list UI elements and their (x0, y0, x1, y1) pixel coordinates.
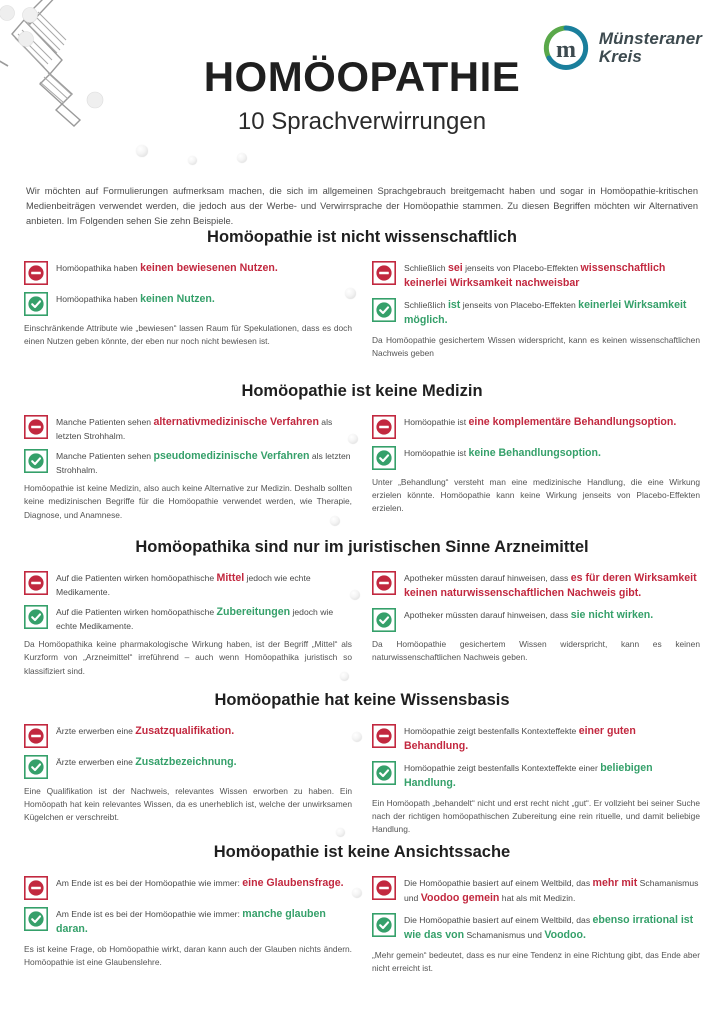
section-2 (0, 382, 724, 522)
plain-text: Auf die Patienten wirken homöopathische (56, 573, 217, 583)
statement-bad-text (404, 875, 700, 906)
statement-bad (24, 570, 352, 598)
emphasis-text: Voodoo. (544, 929, 586, 942)
emphasis-text: manche glauben daran. (56, 908, 326, 936)
section-columns (0, 260, 724, 360)
explanation-note: Homöopathie ist keine Medizin, also auch keine Alternative zur Medizin. Deshalb sollten keine medizinischen Begriffe für die Homöopathie verwendet werden, wie Therapie, Diagnose, und Anamnese. (24, 483, 352, 520)
explanation-note: „Mehr gemein“ bedeutet, dass es nur eine Tendenz in eine Richtung gibt, das Ende aber nicht erreicht ist. (372, 950, 700, 974)
section-4 (0, 691, 724, 836)
plain-text: Homöopathika haben (56, 294, 141, 304)
granule-decoration (237, 153, 247, 163)
explanation-note: Da Homöopathika keine pharmakologische Wirkung haben, ist der Begriff „Mittel“ als Kurzform von „Arzneimittel“ irreführend – auch wenn Homöopathika juristisch so klassifiziert sind. (24, 639, 352, 676)
statement-bad (24, 414, 352, 442)
emphasis-text: sie nicht wirken. (570, 609, 654, 622)
svg-text:m: m (555, 37, 576, 63)
no-entry-icon (372, 415, 396, 439)
explanation-note: Da Homöopathie gesichertem Wissen widerspricht, kann es keinen wissenschaftlichen Nachweis geben (372, 335, 700, 359)
page-subtitle: 10 Sprachverwirrungen (237, 108, 487, 135)
emphasis-text: ebenso irrational ist wie das von (404, 914, 694, 942)
emphasis-text: Mittel (216, 572, 245, 584)
plain-text: Apotheker müssten darauf hinweisen, dass (404, 610, 571, 621)
check-circle-icon (372, 913, 396, 937)
section-columns (0, 875, 724, 975)
emphasis-text: mehr mit (592, 877, 638, 889)
column-right (372, 875, 700, 975)
statement-good (24, 906, 352, 937)
statement-bad (372, 414, 700, 439)
column-left (24, 875, 352, 975)
page-title: HOMÖOPATHIE (203, 53, 521, 100)
statement-bad (24, 723, 352, 748)
statement-good (24, 754, 352, 779)
granule-decoration (188, 156, 197, 165)
section-1 (0, 228, 724, 360)
explanation-note: Einschränkende Attribute wie „bewiesen“ lassen Raum für Spekulationen, dass es doch einen Nutzen geben könnte, der eben nur noch nicht bewiesen ist. (24, 323, 352, 347)
emphasis-text: einer guten Behandlung. (404, 725, 636, 753)
explanation-note: Eine Qualifikation ist der Nachweis, relevantes Wissen erworben zu haben. Ein Homöopath hat kein relevantes Wissen, da es unerheblich ist, welche der unwirksamen Kügelchen er verschreibt. (24, 786, 352, 823)
column-right (372, 723, 700, 836)
plain-text: Apotheker müssten darauf hinweisen, dass (404, 573, 571, 583)
statement-good-text (404, 297, 700, 328)
no-entry-icon (372, 261, 396, 285)
statement-good-text (404, 760, 700, 791)
emphasis-text: wissenschaftlich keinerlei Wirksamkeit nachweisbar (404, 262, 666, 290)
plain-text: Manche Patienten sehen (56, 451, 154, 462)
plain-text: Schamanismus und (464, 930, 545, 941)
no-entry-icon (372, 571, 396, 595)
section-title: Homöopathie ist keine Medizin (241, 382, 483, 400)
plain-text: jedoch wie echte Medikamente. (56, 607, 334, 632)
statement-good (372, 445, 700, 470)
section-title: Homöopathie ist keine Ansichtssache (213, 843, 511, 861)
statement-bad-text (56, 875, 344, 891)
emphasis-text: keinen Nutzen. (140, 293, 215, 305)
statement-bad-text (404, 570, 700, 601)
statement-good-text (56, 604, 352, 632)
statement-good (24, 448, 352, 476)
emphasis-text: keinen bewiesenen Nutzen. (140, 262, 278, 274)
plain-text: als letzten Strohhalm. (56, 417, 333, 442)
column-right (372, 260, 700, 360)
emphasis-text: es für deren Wirksamkeit keinen naturwissenschaftlichen Nachweis gibt. (404, 572, 697, 600)
section-columns (0, 723, 724, 836)
no-entry-icon (24, 261, 48, 285)
statement-good-text (56, 754, 237, 770)
plain-text: Am Ende ist es bei der Homöopathie wie immer: (56, 878, 243, 888)
emphasis-text: eine komplementäre Behandlungsoption. (468, 416, 677, 428)
statement-bad (372, 875, 700, 906)
explanation-note: Ein Homöopath „behandelt“ nicht und erst recht nicht „gut“. Er vollzieht bei seiner Suche nach der richtigen homöopathischen Zubereitung eine rein rituelle, und damit beliebige Handlung. (372, 798, 700, 835)
plain-text: Am Ende ist es bei der Homöopathie wie immer: (56, 909, 243, 919)
section-columns (0, 570, 724, 678)
plain-text: hat als mit Medizin. (499, 893, 576, 904)
statement-good-text (404, 607, 653, 623)
statement-bad-text (56, 723, 234, 739)
no-entry-icon (372, 876, 396, 900)
plain-text: jenseits von Placebo-Effekten (460, 300, 579, 311)
check-circle-icon (24, 292, 48, 316)
plain-text: Homöopathie ist (404, 448, 469, 458)
emphasis-text: sei (447, 262, 463, 274)
statement-good-text (56, 448, 352, 476)
brand-name-line2: Kreis (598, 47, 642, 66)
plain-text: Homöopathie zeigt bestenfalls Kontexteffekte einer (404, 763, 601, 774)
plain-text: Die Homöopathie basiert auf einem Weltbild, das (404, 915, 593, 926)
check-circle-icon (372, 446, 396, 470)
column-left (24, 260, 352, 360)
statement-bad (372, 723, 700, 754)
no-entry-icon (372, 724, 396, 748)
emphasis-text: keinerlei Wirksamkeit möglich. (404, 299, 687, 327)
emphasis-text: Voodoo gemein (420, 892, 500, 905)
check-circle-icon (372, 298, 396, 322)
check-circle-icon (372, 761, 396, 785)
no-entry-icon (24, 724, 48, 748)
check-circle-icon (24, 605, 48, 629)
statement-bad-text (404, 260, 700, 291)
statement-good-text (404, 912, 700, 943)
plain-text: Schließlich (404, 300, 448, 311)
brand-name-line1: Münsteraner (598, 29, 702, 49)
section-5 (0, 843, 724, 975)
no-entry-icon (24, 415, 48, 439)
statement-good-text (404, 445, 601, 461)
statement-bad-text (404, 723, 700, 754)
plain-text: Homöopathika haben (56, 263, 141, 273)
statement-good-text (56, 906, 352, 937)
emphasis-text: beliebigen Handlung. (404, 762, 653, 790)
statement-good (372, 760, 700, 791)
intro-paragraph: Wir möchten auf Formulierungen aufmerksam machen, die sich im allgemeinen Sprachgebrauch breitgemacht haben und sogar in Homöopathie-kritischen Medienbeiträgen verwendet werden, die jedoch aus der Werbe- und Verwirrsprache der Homöopathie stammen. Zu diesen Begriffen möchten wir Alternativen anbieten. Im Folgenden sehen Sie zehn Beispiele. (26, 186, 698, 227)
check-circle-icon (24, 755, 48, 779)
plain-text: Auf die Patienten wirken homöopathische (56, 607, 217, 618)
emphasis-text: alternativmedizinische Verfahren (153, 416, 319, 428)
statement-bad (24, 875, 352, 900)
emphasis-text: Zusatzbezeichnung. (135, 756, 237, 768)
emphasis-text: pseudomedizinische Verfahren (153, 450, 310, 463)
column-left (24, 723, 352, 836)
statement-bad-text (56, 570, 352, 598)
statement-good (24, 604, 352, 632)
statement-good (372, 912, 700, 943)
emphasis-text: keine Behandlungsoption. (468, 447, 601, 459)
statement-good (372, 607, 700, 632)
column-right (372, 414, 700, 522)
statement-bad (372, 570, 700, 601)
section-title: Homöopathie ist nicht wissenschaftlich (207, 228, 517, 246)
check-circle-icon (24, 907, 48, 931)
explanation-note: Da Homöopathie gesichertem Wissen widerspricht, kann es keinen naturwissenschaftlichen Nachweis geben. (372, 639, 700, 663)
column-right (372, 570, 700, 678)
statement-good-text (56, 291, 215, 307)
emphasis-text: eine Glaubensfrage. (242, 877, 344, 889)
plain-text: Homöopathie zeigt bestenfalls Kontexteffekte (404, 726, 579, 736)
no-entry-icon (24, 876, 48, 900)
plain-text: Ärzte erwerben eine (56, 726, 136, 736)
no-entry-icon (24, 571, 48, 595)
plain-text: Schließlich (404, 263, 448, 273)
column-left (24, 570, 352, 678)
check-circle-icon (24, 449, 48, 473)
emphasis-text: Zubereitungen (216, 606, 291, 619)
section-columns (0, 414, 724, 522)
section-title: Homöopathie hat keine Wissensbasis (214, 691, 510, 709)
statement-bad-text (56, 260, 278, 276)
explanation-note: Es ist keine Frage, ob Homöopathie wirkt, daran kann auch der Glauben nichts ändern. Homöopathie ist eine Glaubenslehre. (24, 944, 352, 968)
granule-decoration (136, 145, 148, 157)
plain-text: Homöopathie ist (404, 417, 469, 427)
plain-text: jedoch wie echte Medikamente. (56, 573, 311, 598)
statement-bad-text (404, 414, 676, 430)
explanation-note: Unter „Behandlung“ versteht man eine medizinische Handlung, die eine Wirkung erzielen könnte. Homöopathie kann keine Wirkung jenseits von Placebo-Effekten erzielen. (372, 477, 700, 514)
emphasis-text: Zusatzqualifikation. (135, 725, 235, 737)
plain-text: jenseits von Placebo-Effekten (462, 263, 581, 273)
check-circle-icon (372, 608, 396, 632)
statement-bad (24, 260, 352, 285)
plain-text: Ärzte erwerben eine (56, 757, 136, 767)
emphasis-text: ist (447, 299, 461, 312)
statement-bad-text (56, 414, 352, 442)
plain-text: als letzten Strohhalm. (56, 451, 351, 476)
plain-text: Die Homöopathie basiert auf einem Weltbild, das (404, 878, 593, 888)
column-left (24, 414, 352, 522)
section-title: Homöopathika sind nur im juristischen Sinne Arzneimittel (135, 538, 589, 556)
header (0, 53, 724, 135)
statement-good (372, 297, 700, 328)
plain-text: Schamanismus und (404, 878, 699, 904)
statement-bad (372, 260, 700, 291)
plain-text: Manche Patienten sehen (56, 417, 154, 427)
statement-good (24, 291, 352, 316)
section-3 (0, 538, 724, 678)
